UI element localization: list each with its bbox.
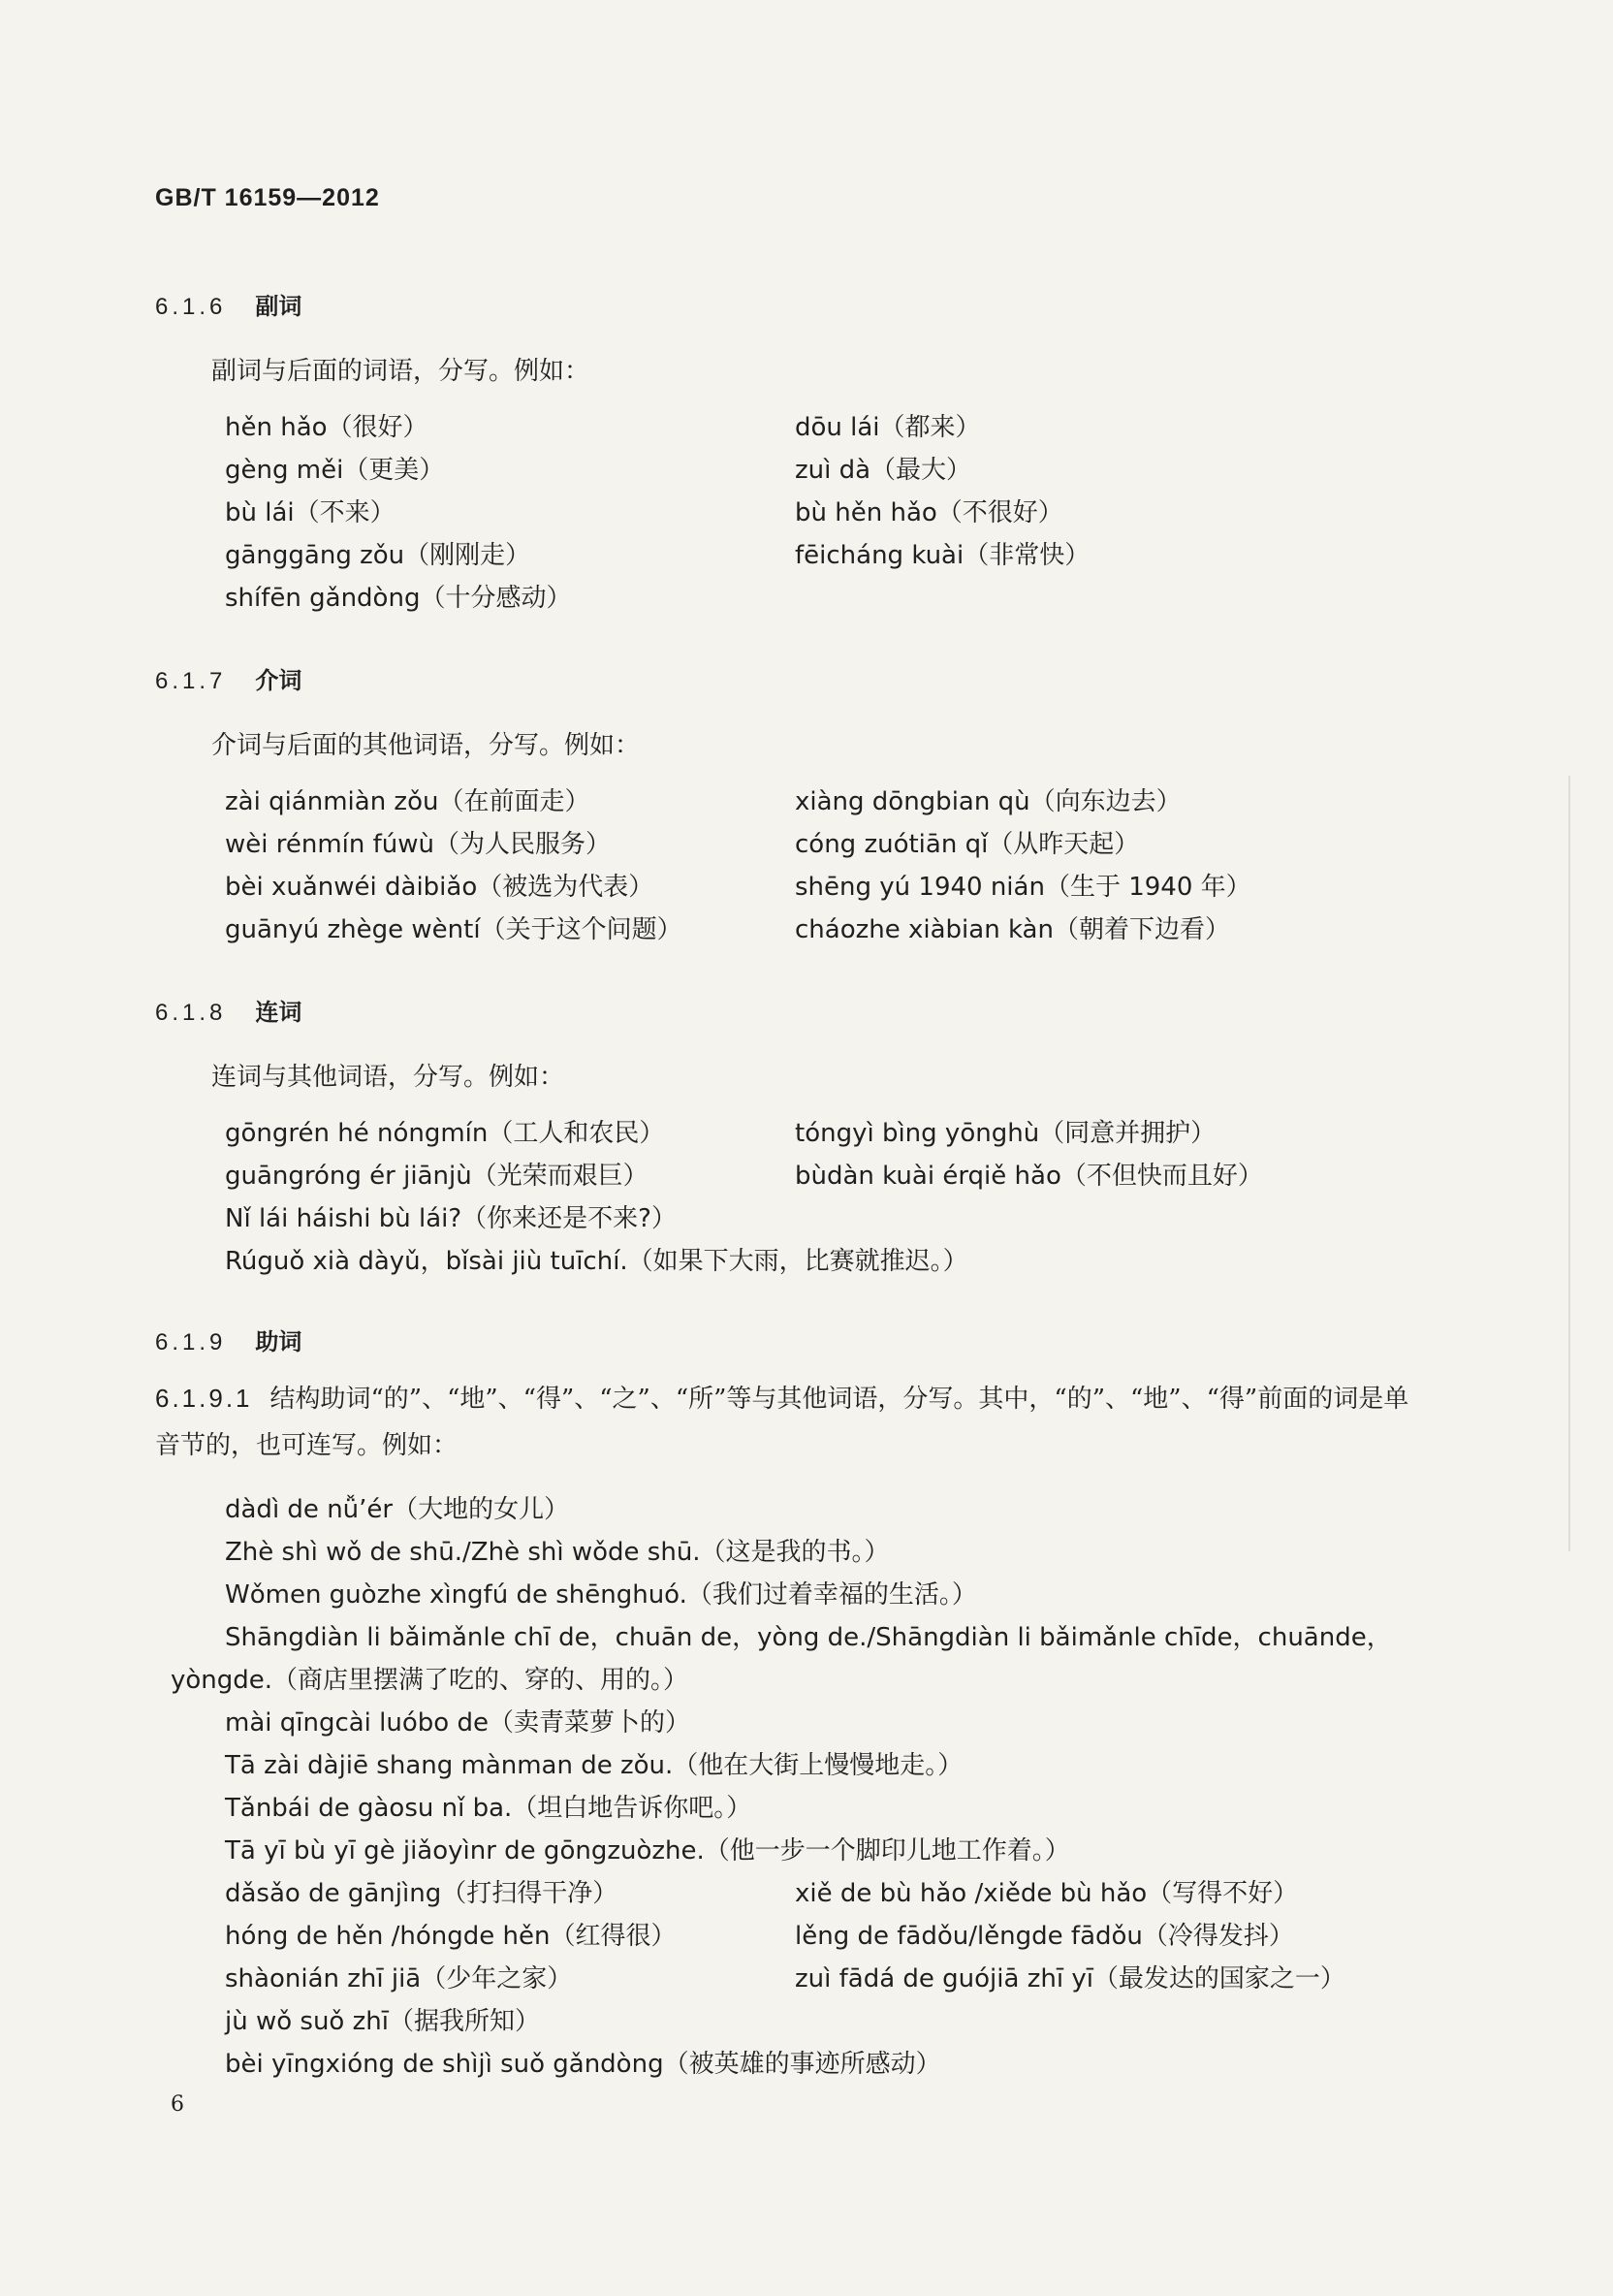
page-number: 6 <box>171 2092 184 2117</box>
example-item: guāngróng ér jiānjù（光荣而艰巨） <box>225 1162 648 1191</box>
section-number: 6.1.6 <box>155 294 227 320</box>
example-item: cháozhe xiàbian kàn（朝着下边看） <box>795 915 1230 944</box>
example-item: bù hěn hǎo（不很好） <box>795 498 1063 527</box>
example-item: Rúguǒ xià dàyǔ，bǐsài jiù tuīchí.（如果下大雨，比赛就推迟。） <box>225 1247 968 1276</box>
scan-edge-line <box>1568 776 1570 1551</box>
section-number: 6.1.7 <box>155 668 227 694</box>
example-item: dǎsǎo de gānjìng（打扫得干净） <box>225 1879 618 1908</box>
example-item: cóng zuótiān qǐ（从昨天起） <box>795 830 1140 859</box>
clause-6-1-9-1 <box>155 1375 1415 1469</box>
example-item: zuì fādá de guójiā zhī yī（最发达的国家之一） <box>795 1964 1345 1993</box>
example-item: dōu lái（都来） <box>795 413 981 442</box>
standard-code: GB/T 16159—2012 <box>155 184 380 211</box>
section-intro: 介词与后面的其他词语，分写。例如： <box>211 731 641 760</box>
section-title: 介词 <box>255 668 302 694</box>
example-item: xiě de bù hǎo /xiěde bù hǎo（写得不好） <box>795 1879 1299 1908</box>
example-item: shēng yú 1940 nián（生于 1940 年） <box>795 873 1251 902</box>
example-item: gānggāng zǒu（刚刚走） <box>225 541 531 570</box>
example-item: shàonián zhī jiā（少年之家） <box>225 1964 573 1993</box>
example-item: Zhè shì wǒ de shū./Zhè shì wǒde shū.（这是我的书。） <box>225 1538 890 1567</box>
section-title: 副词 <box>255 294 302 320</box>
example-item: Shāngdiàn li bǎimǎnle chī de，chuān de，yòng de./Shāngdiàn li bǎimǎnle chīde，chuānde， <box>225 1623 1392 1652</box>
example-item: xiàng dōngbian qù（向东边去） <box>795 787 1182 816</box>
section-heading-6-1-9 <box>155 1323 301 1356</box>
example-item: hěn hǎo（很好） <box>225 413 428 442</box>
example-item: Tā yī bù yī gè jiǎoyìnr de gōngzuòzhe.（他一步一个脚印儿地工作着。） <box>225 1836 1070 1866</box>
example-item: yòngde.（商店里摆满了吃的、穿的、用的。） <box>171 1666 689 1695</box>
example-item: wèi rénmín fúwù（为人民服务） <box>225 830 612 859</box>
example-item: bèi yīngxióng de shìjì suǒ gǎndòng（被英雄的事迹所感动） <box>225 2050 941 2079</box>
example-item: bèi xuǎnwéi dàibiǎo（被选为代表） <box>225 873 654 902</box>
example-item: shífēn gǎndòng（十分感动） <box>225 584 572 613</box>
example-item: Tǎnbái de gàosu nǐ ba.（坦白地告诉你吧。） <box>225 1794 752 1823</box>
example-item: tóngyì bìng yōnghù（同意并拥护） <box>795 1119 1217 1148</box>
example-item: mài qīngcài luóbo de（卖青菜萝卜的） <box>225 1708 690 1738</box>
section-heading-6-1-6 <box>155 287 301 321</box>
section-title: 助词 <box>255 1329 302 1355</box>
section-heading-6-1-7 <box>155 661 301 695</box>
example-item: lěng de fādǒu/lěngde fādǒu（冷得发抖） <box>795 1922 1294 1951</box>
example-item: Wǒmen guòzhe xìngfú de shēnghuó.（我们过着幸福的生活。） <box>225 1580 977 1610</box>
example-item: bù lái（不来） <box>225 498 395 527</box>
section-intro: 连词与其他词语，分写。例如： <box>211 1063 565 1092</box>
section-title: 连词 <box>255 1000 302 1026</box>
section-heading-6-1-8 <box>155 993 301 1027</box>
example-item: fēicháng kuài（非常快） <box>795 541 1091 570</box>
section-intro: 副词与后面的词语，分写。例如： <box>211 357 590 386</box>
example-item: gèng měi（更美） <box>225 456 445 485</box>
example-item: zài qiánmiàn zǒu（在前面走） <box>225 787 590 816</box>
example-item: hóng de hěn /hóngde hěn（红得很） <box>225 1922 677 1951</box>
example-item: jù wǒ suǒ zhī（据我所知） <box>225 2007 540 2036</box>
section-number: 6.1.8 <box>155 1000 227 1026</box>
example-item: Nǐ lái háishi bù lái?（你来还是不来?） <box>225 1204 677 1233</box>
clause-text: 结构助词“的”、“地”、“得”、“之”、“所”等与其他词语，分写。其中，“的”、“地”、“得”前面的词是单音节的，也可连写。例如： <box>155 1385 1409 1460</box>
section-number: 6.1.9 <box>155 1329 227 1355</box>
example-item: dàdì de nǚ’ér（大地的女儿） <box>225 1495 570 1524</box>
example-item: gōngrén hé nóngmín（工人和农民） <box>225 1119 665 1148</box>
example-item: guānyú zhège wèntí（关于这个问题） <box>225 915 682 944</box>
example-item: zuì dà（最大） <box>795 456 972 485</box>
clause-number: 6.1.9.1 <box>155 1384 253 1413</box>
example-item: Tā zài dàjiē shang mànman de zǒu.（他在大街上慢慢地走。） <box>225 1751 964 1780</box>
example-item: bùdàn kuài érqiě hǎo（不但快而且好） <box>795 1162 1263 1191</box>
